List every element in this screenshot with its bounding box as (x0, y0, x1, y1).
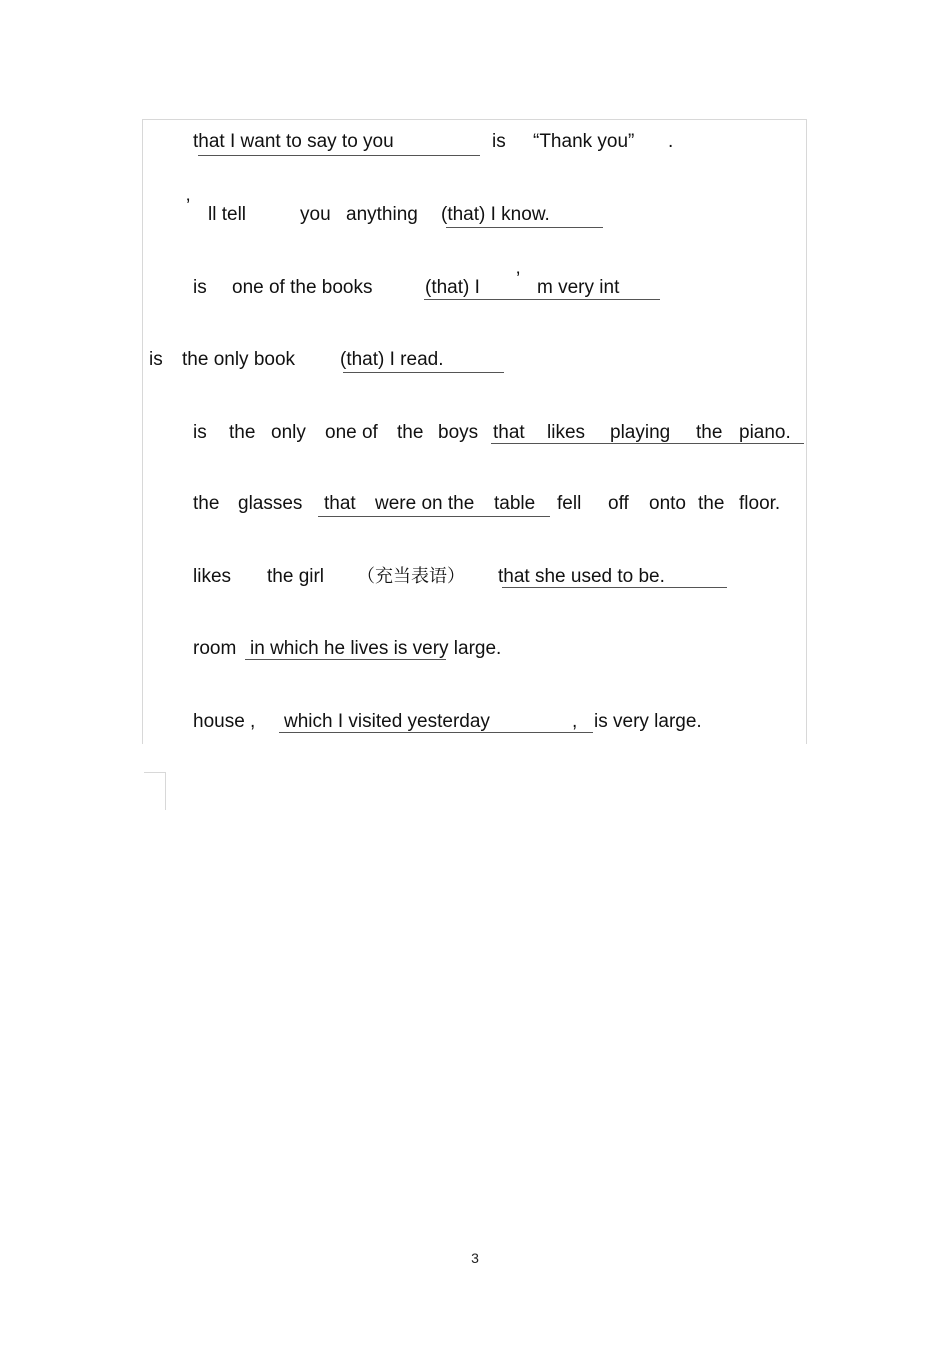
answer-text: that she used to be. (498, 566, 665, 587)
answer-text: that I want to say to you (193, 131, 394, 152)
answer-text: table (494, 493, 536, 514)
apostrophe-mark: ’ (516, 269, 521, 290)
answer-text: the (696, 422, 723, 443)
answer-blank (279, 732, 593, 733)
sentence-text: ll tell (208, 204, 247, 225)
sentence-text: house , (193, 711, 256, 732)
sentence-text: the (698, 493, 725, 514)
answer-text: that (493, 422, 525, 443)
answer-text: likes (547, 422, 586, 443)
page-number: 3 (471, 1250, 479, 1266)
sentence-text: fell (557, 493, 582, 514)
frame-top-line (142, 119, 807, 120)
answer-comma: , (572, 711, 578, 732)
answer-blank (491, 443, 804, 444)
sentence-text: the girl (267, 566, 325, 587)
chinese-note: （充当表语） (357, 566, 465, 587)
frame-left-line (142, 119, 143, 744)
sentence-text: floor. (739, 493, 781, 514)
sentence-text: “Thank you” (533, 131, 635, 152)
answer-text: m very int (537, 277, 620, 298)
sentence-text: only (271, 422, 306, 443)
answer-text: playing (610, 422, 671, 443)
sentence-text: is (193, 277, 207, 298)
sentence-text: is (492, 131, 506, 152)
answer-blank (343, 372, 504, 373)
frame-corner-mark (144, 772, 166, 810)
answer-blank (502, 587, 727, 588)
sentence-text: off (608, 493, 629, 514)
answer-text: which I visited yesterday (284, 711, 490, 732)
answer-text: that (324, 493, 356, 514)
answer-blank (318, 516, 550, 517)
sentence-text: likes (193, 566, 232, 587)
answer-blank (446, 227, 603, 228)
answer-blank (424, 299, 660, 300)
sentence-text: is (193, 422, 207, 443)
answer-blank (245, 659, 446, 660)
answer-text: piano. (739, 422, 791, 443)
sentence-text: the (397, 422, 424, 443)
sentence-text: . (668, 131, 674, 152)
sentence-text: anything (346, 204, 418, 225)
answer-text: (that) I know. (441, 204, 550, 225)
sentence-text: is very large. (594, 711, 702, 732)
sentence-text: the (229, 422, 256, 443)
sentence-text: the (193, 493, 220, 514)
sentence-text: room (193, 638, 237, 659)
sentence-text: is (149, 349, 163, 370)
apostrophe-mark: ’ (186, 196, 191, 217)
answer-blank (198, 155, 480, 156)
sentence-text: onto (649, 493, 686, 514)
sentence-text: you (300, 204, 331, 225)
answer-text: (that) I (425, 277, 480, 298)
sentence-text: one of the books (232, 277, 373, 298)
answer-text: were on the (375, 493, 475, 514)
sentence-text: one of (325, 422, 378, 443)
answer-text: in which he lives is very large. (250, 638, 502, 659)
sentence-text: boys (438, 422, 479, 443)
frame-right-line (806, 119, 807, 744)
answer-text: (that) I read. (340, 349, 444, 370)
sentence-text: glasses (238, 493, 303, 514)
sentence-text: the only book (182, 349, 296, 370)
